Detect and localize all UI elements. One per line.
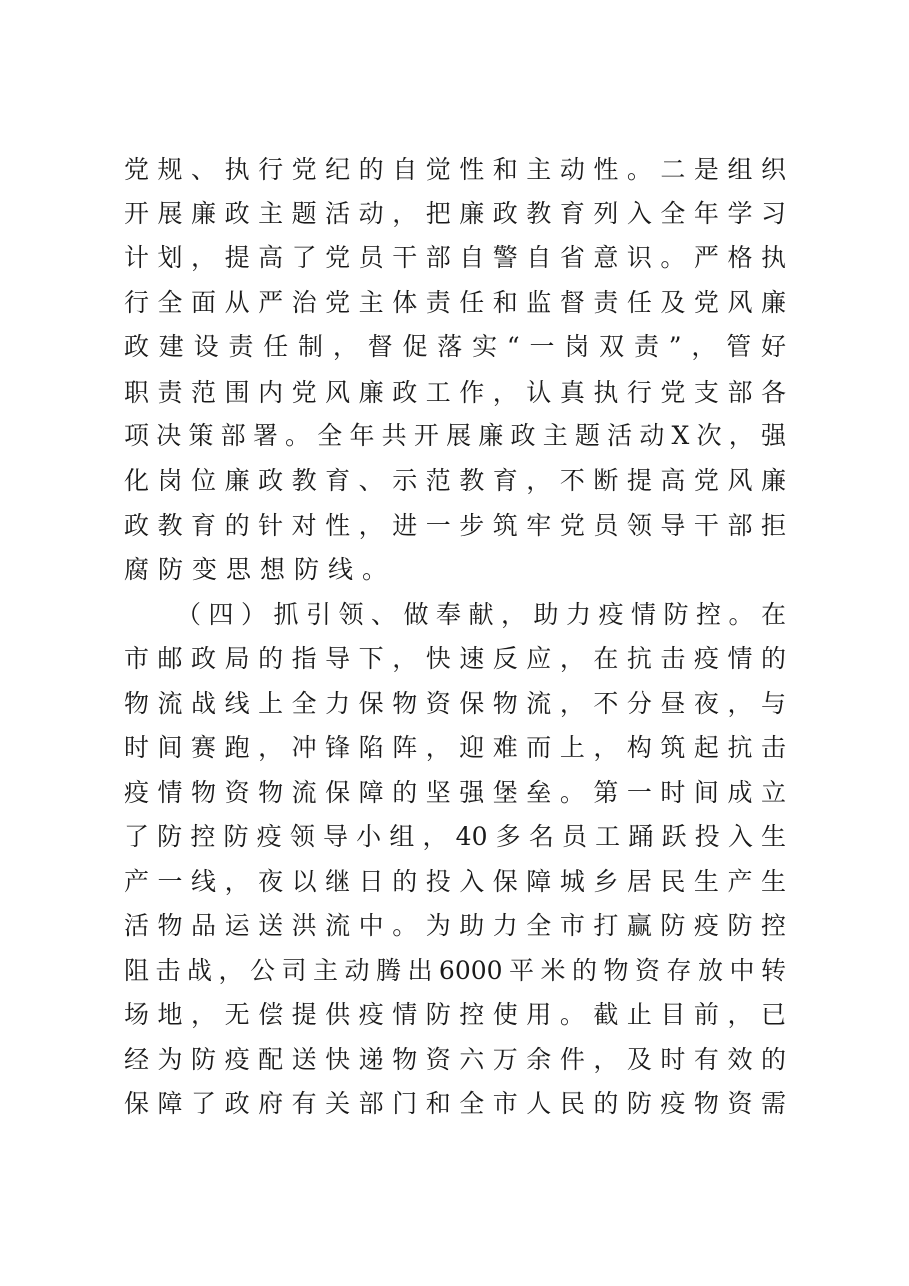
paragraph-line: 了防控防疫领导小组，40多名员工踊跃投入生 [124, 822, 786, 851]
paragraph-line: 党规、执行党纪的自觉性和主动性。二是组织 [124, 155, 786, 184]
paragraph-line: 项决策部署。全年共开展廉政主题活动X次，强 [124, 421, 786, 450]
paragraph-line: 开展廉政主题活动，把廉政教育列入全年学习 [124, 199, 786, 228]
paragraph-line: 行全面从严治党主体责任和监督责任及党风廉 [124, 288, 786, 317]
paragraph-line: 保障了政府有关部门和全市人民的防疫物资需 [124, 1089, 786, 1118]
paragraph-line: 产一线，夜以继日的投入保障城乡居民生产生 [124, 867, 786, 896]
paragraph-line: 政教育的针对性，进一步筑牢党员领导干部拒 [124, 511, 786, 540]
paragraph-line: 疫情物资物流保障的坚强堡垒。第一时间成立 [124, 778, 786, 807]
section-heading-line: （四）抓引领、做奉献，助力疫情防控。在 [176, 600, 786, 629]
paragraph-line: 化岗位廉政教育、示范教育，不断提高党风廉 [124, 466, 786, 495]
paragraph-line: 职责范围内党风廉政工作，认真执行党支部各 [124, 378, 786, 407]
paragraph-line: 政建设责任制，督促落实“一岗双责”，管好 [124, 332, 786, 361]
paragraph-line: 经为防疫配送快递物资六万余件，及时有效的 [124, 1045, 786, 1074]
paragraph-line: 腐防变思想防线。 [124, 555, 397, 584]
paragraph-line: 场地，无偿提供疫情防控使用。截止目前，已 [124, 1000, 786, 1029]
paragraph-line: 时间赛跑，冲锋陷阵，迎难而上，构筑起抗击 [124, 733, 786, 762]
paragraph-line: 活物品运送洪流中。为助力全市打赢防疫防控 [124, 911, 786, 940]
paragraph-line: 市邮政局的指导下，快速反应，在抗击疫情的 [124, 644, 786, 673]
paragraph-line: 物流战线上全力保物资保物流，不分昼夜，与 [124, 689, 786, 718]
paragraph-line: 阻击战，公司主动腾出6000平米的物资存放中转 [124, 956, 786, 985]
paragraph-line: 计划，提高了党员干部自警自省意识。严格执 [124, 243, 786, 272]
